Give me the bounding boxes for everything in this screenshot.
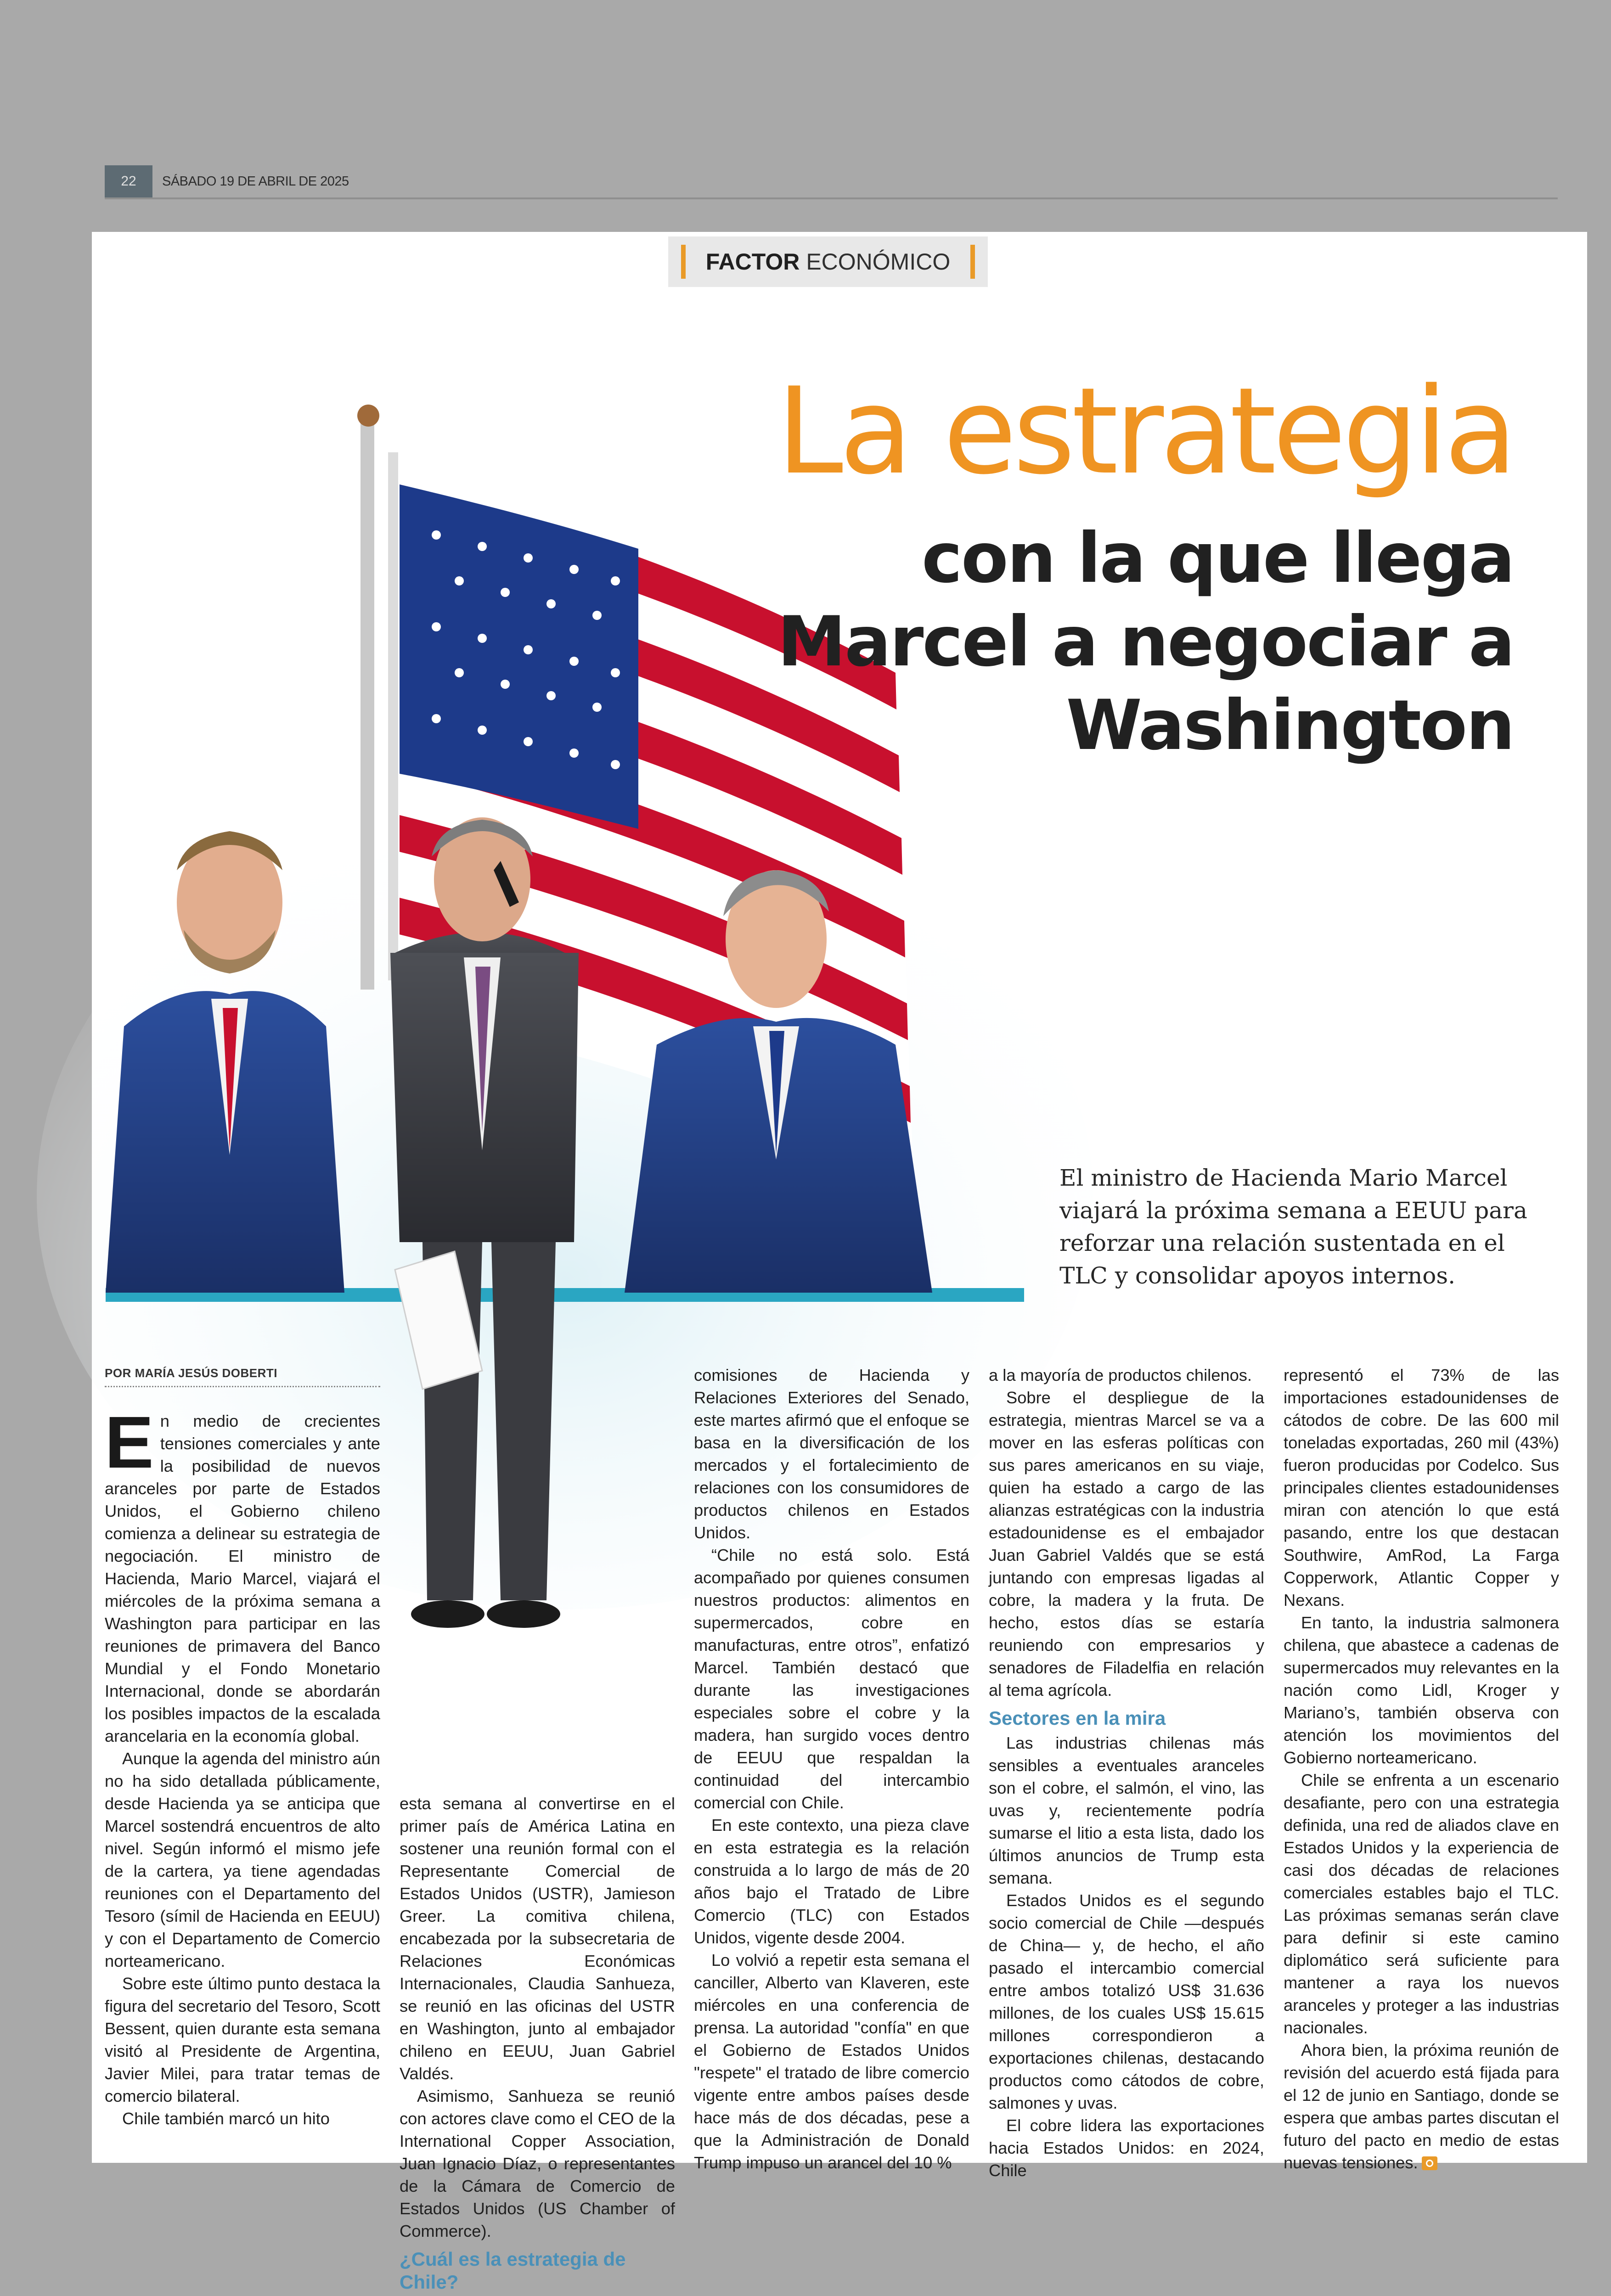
article-paragraph: En medio de crecientes tensiones comerciales y ante la posibilidad de nuevos aranceles por parte de Estados Unidos, el Gobierno chileno comienza a delinear su estrategia de negociación. El ministro de Hacienda, Mario Marcel, viajará el miércoles de la próxima semana a Washington para participar en las reuniones de primavera del Banco Mundial y el Fondo Monetario Internacional, donde se abordarán los posibles impactos de la escalada arancelaria en la economía global. xyxy=(105,1401,380,1745)
article-paragraph: Estados Unidos es el segundo socio comercial de Chile —después de China— y, de hecho, el año pasado el intercambio comercial entre ambos totalizó US$ 31.636 millones, de los cuales US$ 15.615 millones correspondieron a exportaciones chilenas, destacando productos como cátodos de cobre, salmones y uvas. xyxy=(989,1891,1264,2112)
headline-accent: La estrategia xyxy=(777,362,1514,501)
headline-line-3: Marcel a negociar a xyxy=(777,602,1514,682)
article-column-4 xyxy=(989,1364,1264,2182)
article-paragraph: Ahora bien, la próxima reunión de revisión del acuerdo está fijada para el 12 de junio en Santiago, donde se espera que ambas partes discutan el futuro del pacto en medio de estas nuevas tensiones. xyxy=(1284,2041,1559,2172)
section-regular: ECONÓMICO xyxy=(806,249,951,275)
article-paragraph: comisiones de Hacienda y Relaciones Exteriores del Senado, este martes afirmó que el enfoque se basa en la diversificación de los mercados y el fortalecimiento de relaciones con los consumidores de productos chilenos en Estados Unidos. xyxy=(694,1366,969,1542)
article-paragraph: Sobre este último punto destaca la figura del secretario del Tesoro, Scott Bessent, quien durante esta semana visitó al Presidente de Argentina, Javier Milei, para tratar temas de comercio bilateral. xyxy=(105,1974,380,2105)
article-column-2 xyxy=(400,1792,675,2296)
article-paragraph: Lo volvió a repetir esta semana el canciller, Alberto van Klaveren, este miércoles en una conferencia de prensa. La autoridad "confía" en que el Gobierno de Estados Unidos "respete" el tratado de libre comercio vigente entre ambos países desde hace más de dos décadas, pese a que la Administración de Donald Trump impuso un arancel del 10 % xyxy=(694,1951,969,2172)
running-header xyxy=(105,165,1558,199)
end-of-article-icon xyxy=(1422,2156,1437,2170)
section-bar-right xyxy=(970,245,975,279)
article-paragraph: a la mayoría de productos chilenos. xyxy=(989,1366,1252,1384)
article-paragraph: Asimismo, Sanhueza se reunió con actores clave como el CEO de la International Copper Association, Juan Ignacio Díaz, o representantes de la Cámara de Comercio de Estados Unidos (US Chamber of Commerce). xyxy=(400,2087,675,2240)
drop-cap: E xyxy=(105,1401,154,1483)
article-paragraph: Las industrias chilenas más sensibles a eventuales aranceles son el cobre, el salmón, el vino, las uvas y, recientemente podría sumarse el litio a esta lista, dado los últimos anuncios de Trump esta semana. xyxy=(989,1733,1264,1887)
standfirst: El ministro de Hacienda Mario Marcel viajará la próxima semana a EEUU para reforzar una relación sustentada en el TLC y consolidar apoyos internos. xyxy=(1059,1165,1527,1289)
article-column-1 xyxy=(105,1401,380,2130)
article-paragraph: Aunque la agenda del ministro aún no ha sido detallada públicamente, desde Hacienda ya se anticipa que Marcel sostendrá encuentros de alto nivel. Según informó el mismo jefe de la cartera, ya tiene agendadas reuniones con el Departamento del Tesoro (símil de Hacienda en EEUU) y con el Departamento de Comercio norteamericano. xyxy=(105,1749,380,1970)
subhead-sectors: Sectores en la mira xyxy=(989,1707,1166,1729)
article-paragraph: El cobre lidera las exportaciones hacia Estados Unidos: en 2024, Chile xyxy=(989,2116,1264,2180)
section-bold: FACTOR xyxy=(705,249,800,275)
article-paragraph: Sobre el despliegue de la estrategia, mientras Marcel se va a mover en las esferas políticas con sus pares americanos en su viaje, quien ha estado a cargo de las alianzas estratégicas con la industria estadounidense es el embajador Juan Gabriel Valdés que se está juntando con empresas ligadas al cobre, la madera y la fruta. De hecho, estos días se estaría reuniendo con empresarios y senadores de Filadelfia en relación al tema agrícola. xyxy=(989,1388,1264,1699)
article-paragraph: representó el 73% de las importaciones estadounidenses de cátodos de cobre. De las 600 mil toneladas exportadas, 260 mil (43%) fueron producidas por Codelco. Sus principales clientes estadounidenses miran con atención lo que está pasando, entre los que destacan Southwire, AmRod, La Farga Copperwork, Atlantic Copper y Nexans. xyxy=(1284,1366,1559,1609)
byline: POR MARÍA JESÚS DOBERTI xyxy=(105,1366,380,1387)
headline-line-4: Washington xyxy=(1066,686,1514,765)
headline-line-2: con la que llega xyxy=(921,518,1514,598)
article-paragraph: esta semana al convertirse en el primer país de América Latina en sostener una reunión formal con el Representante Comercial de Estados Unidos (USTR), Jamieson Greer. La comitiva chilena, encabezada por la subsecretaria de Relaciones Económicas Internacionales, Claudia Sanhueza, se reunió en las oficinas del USTR en Washington, junto al embajador chileno en EEUU, Juan Gabriel Valdés. xyxy=(400,1794,675,2083)
article-page xyxy=(92,232,1587,2293)
article-paragraph: En este contexto, una pieza clave en esta estrategia es la relación construida a lo largo de más de 20 años bajo el Tratado de Libre Comercio (TLC) con Estados Unidos, vigente desde 2004. xyxy=(694,1816,969,1947)
issue-date: SÁBADO 19 DE ABRIL DE 2025 xyxy=(162,174,349,189)
section-label xyxy=(668,236,988,287)
article-column-3 xyxy=(694,1364,969,2174)
subhead-strategy: ¿Cuál es la estrategia de Chile? xyxy=(400,2248,626,2293)
page-number: 22 xyxy=(105,165,152,197)
article-paragraph: Chile se enfrenta a un escenario desafiante, pero con una estrategia definida, una red de aliados clave en Estados Unidos y la experiencia de casi dos décadas de relaciones comerciales estables bajo el TLC. Las próximas semanas serán clave para definir si este camino diplomático será suficiente para mantener a raya los nuevos aranceles y proteger a las industrias nacionales. xyxy=(1284,1771,1559,2037)
article-column-5 xyxy=(1284,1364,1559,2174)
headline xyxy=(687,517,1514,767)
article-paragraph: Chile también marcó un hito xyxy=(122,2109,330,2128)
article-paragraph: En tanto, la industria salmonera chilena, que abastece a cadenas de supermercados muy relevantes en la nación como Lidl, Kroger y Mariano’s, también observa con atención los movimientos del Gobierno norteamericano. xyxy=(1284,1613,1559,1767)
article-paragraph: “Chile no está solo. Está acompañado por quienes consumen nuestros productos: alimentos en supermercados, cobre en manufacturas, entre otros”, enfatizó Marcel. También destacó que durante las investigaciones especiales sobre el cobre y la madera, han surgido voces dentro de EEUU que respaldan la continuidad del intercambio comercial con Chile. xyxy=(694,1546,969,1812)
